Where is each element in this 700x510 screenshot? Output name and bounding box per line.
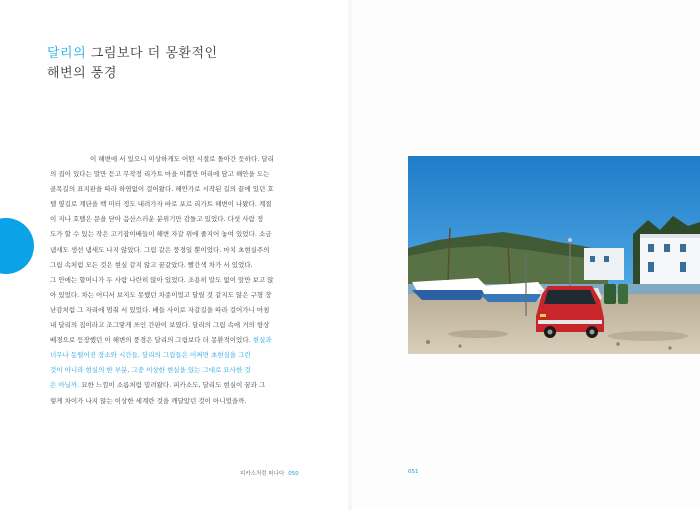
beach-photo-illustration xyxy=(408,156,700,354)
beach-photo xyxy=(408,156,700,354)
body-line-text: 묘한 느낌이 소름처럼 밀려왔다. 피카소도, 달리도 현실이 꿈과 그 xyxy=(79,381,266,390)
body-line: 골목길의 표지판을 따라 하염없이 걸어왔다. 해안가로 시작된 길의 끝에 있던 호 xyxy=(50,185,274,194)
highlighted-text: 현실과 xyxy=(250,336,272,345)
body-line-text: 배경으로 등장했던 이 해변의 풍경은 달리의 그림보다 더 몽환적이었다. xyxy=(50,336,251,345)
chapter-heading xyxy=(47,44,218,84)
body-line: 아 있었다. 차는 어디서 보지도 못했던 차종이었고 달릴 것 같지도 않은 구형 장 xyxy=(50,290,272,299)
highlighted-line: 너무나 동떨어진 장소와 시간들, 달리의 그림들은 어쩌면 초현실을 그린 xyxy=(50,351,251,360)
heading-line-2: 해변의 풍경 xyxy=(47,66,117,81)
body-line: 이 지나 호텔은 문을 닫아 음산스러운 분위기만 감돌고 있었다. 다섯 사람 정 xyxy=(50,215,264,224)
left-page-number: 050 xyxy=(288,471,299,477)
body-line: 텔 옆길로 계단을 백 미터 정도 내려가자 바로 포르 리가트 해변이 나왔다. 계절 xyxy=(50,200,272,209)
body-line: 내 달리의 집이라고 조그맣게 쓰인 간판이 보였다. 달리의 그림 속에 거의 항상 xyxy=(50,321,270,330)
heading-line-1 xyxy=(47,44,218,64)
heading-line-1-rest: 그림보다 더 몽환적인 xyxy=(86,46,218,61)
body-line-mixed xyxy=(50,378,302,393)
body-line-mixed xyxy=(50,333,302,348)
body-line: 의 집이 있다는 말만 듣고 무작정 리가트 마을 이쁨만 머리에 담고 해안을 도는 xyxy=(50,170,270,179)
heading-accent: 달리의 xyxy=(47,46,87,61)
body-line: 그 안에는 할머니가 두 사람 나란히 앉아 있었다. 조용히 말도 없이 앞만 보고 앉 xyxy=(50,275,274,284)
footer-left xyxy=(240,469,299,477)
right-page-number: 051 xyxy=(408,469,419,475)
book-title-footer: 피카소처럼 떠나다 xyxy=(240,471,285,477)
body-line: 그림 속처럼 모든 것은 현실 같지 않고 꿈같았다. 빨간색 차가 서 있었다. xyxy=(50,260,253,269)
highlighted-line: 것이 아니라 현실의 한 부분, 그중 이상한 현실을 있는 그대로 묘사한 것 xyxy=(50,366,251,375)
highlighted-text: 은 아닐까. xyxy=(50,381,80,390)
body-paragraph xyxy=(50,152,302,409)
body-line: 렇게 차이가 나지 않는 이상한 세계란 것을 깨달았던 것이 아니었을까. xyxy=(50,396,247,405)
body-line: 난감처럼 그 자리에 멈춰 서 있었다. 배들 사이로 자갈길을 따라 걸어가니 마침 xyxy=(50,305,270,314)
red-car xyxy=(536,286,604,338)
body-line: 도가 할 수 있는 작은 고기잡이배들이 해변 자갈 위에 줄지어 놓여 있었다. 소금 xyxy=(50,230,272,239)
book-spine xyxy=(348,0,352,510)
body-line: 냄새도 생선 냄새도 나지 않았다. 그림 같은 풍경일 뿐이었다. 마치 초현실주의 xyxy=(50,245,270,254)
body-line: 이 해변에 서 있으니 이상하게도 어떤 시절로 돌아간 듯하다. 달리 xyxy=(90,155,274,163)
